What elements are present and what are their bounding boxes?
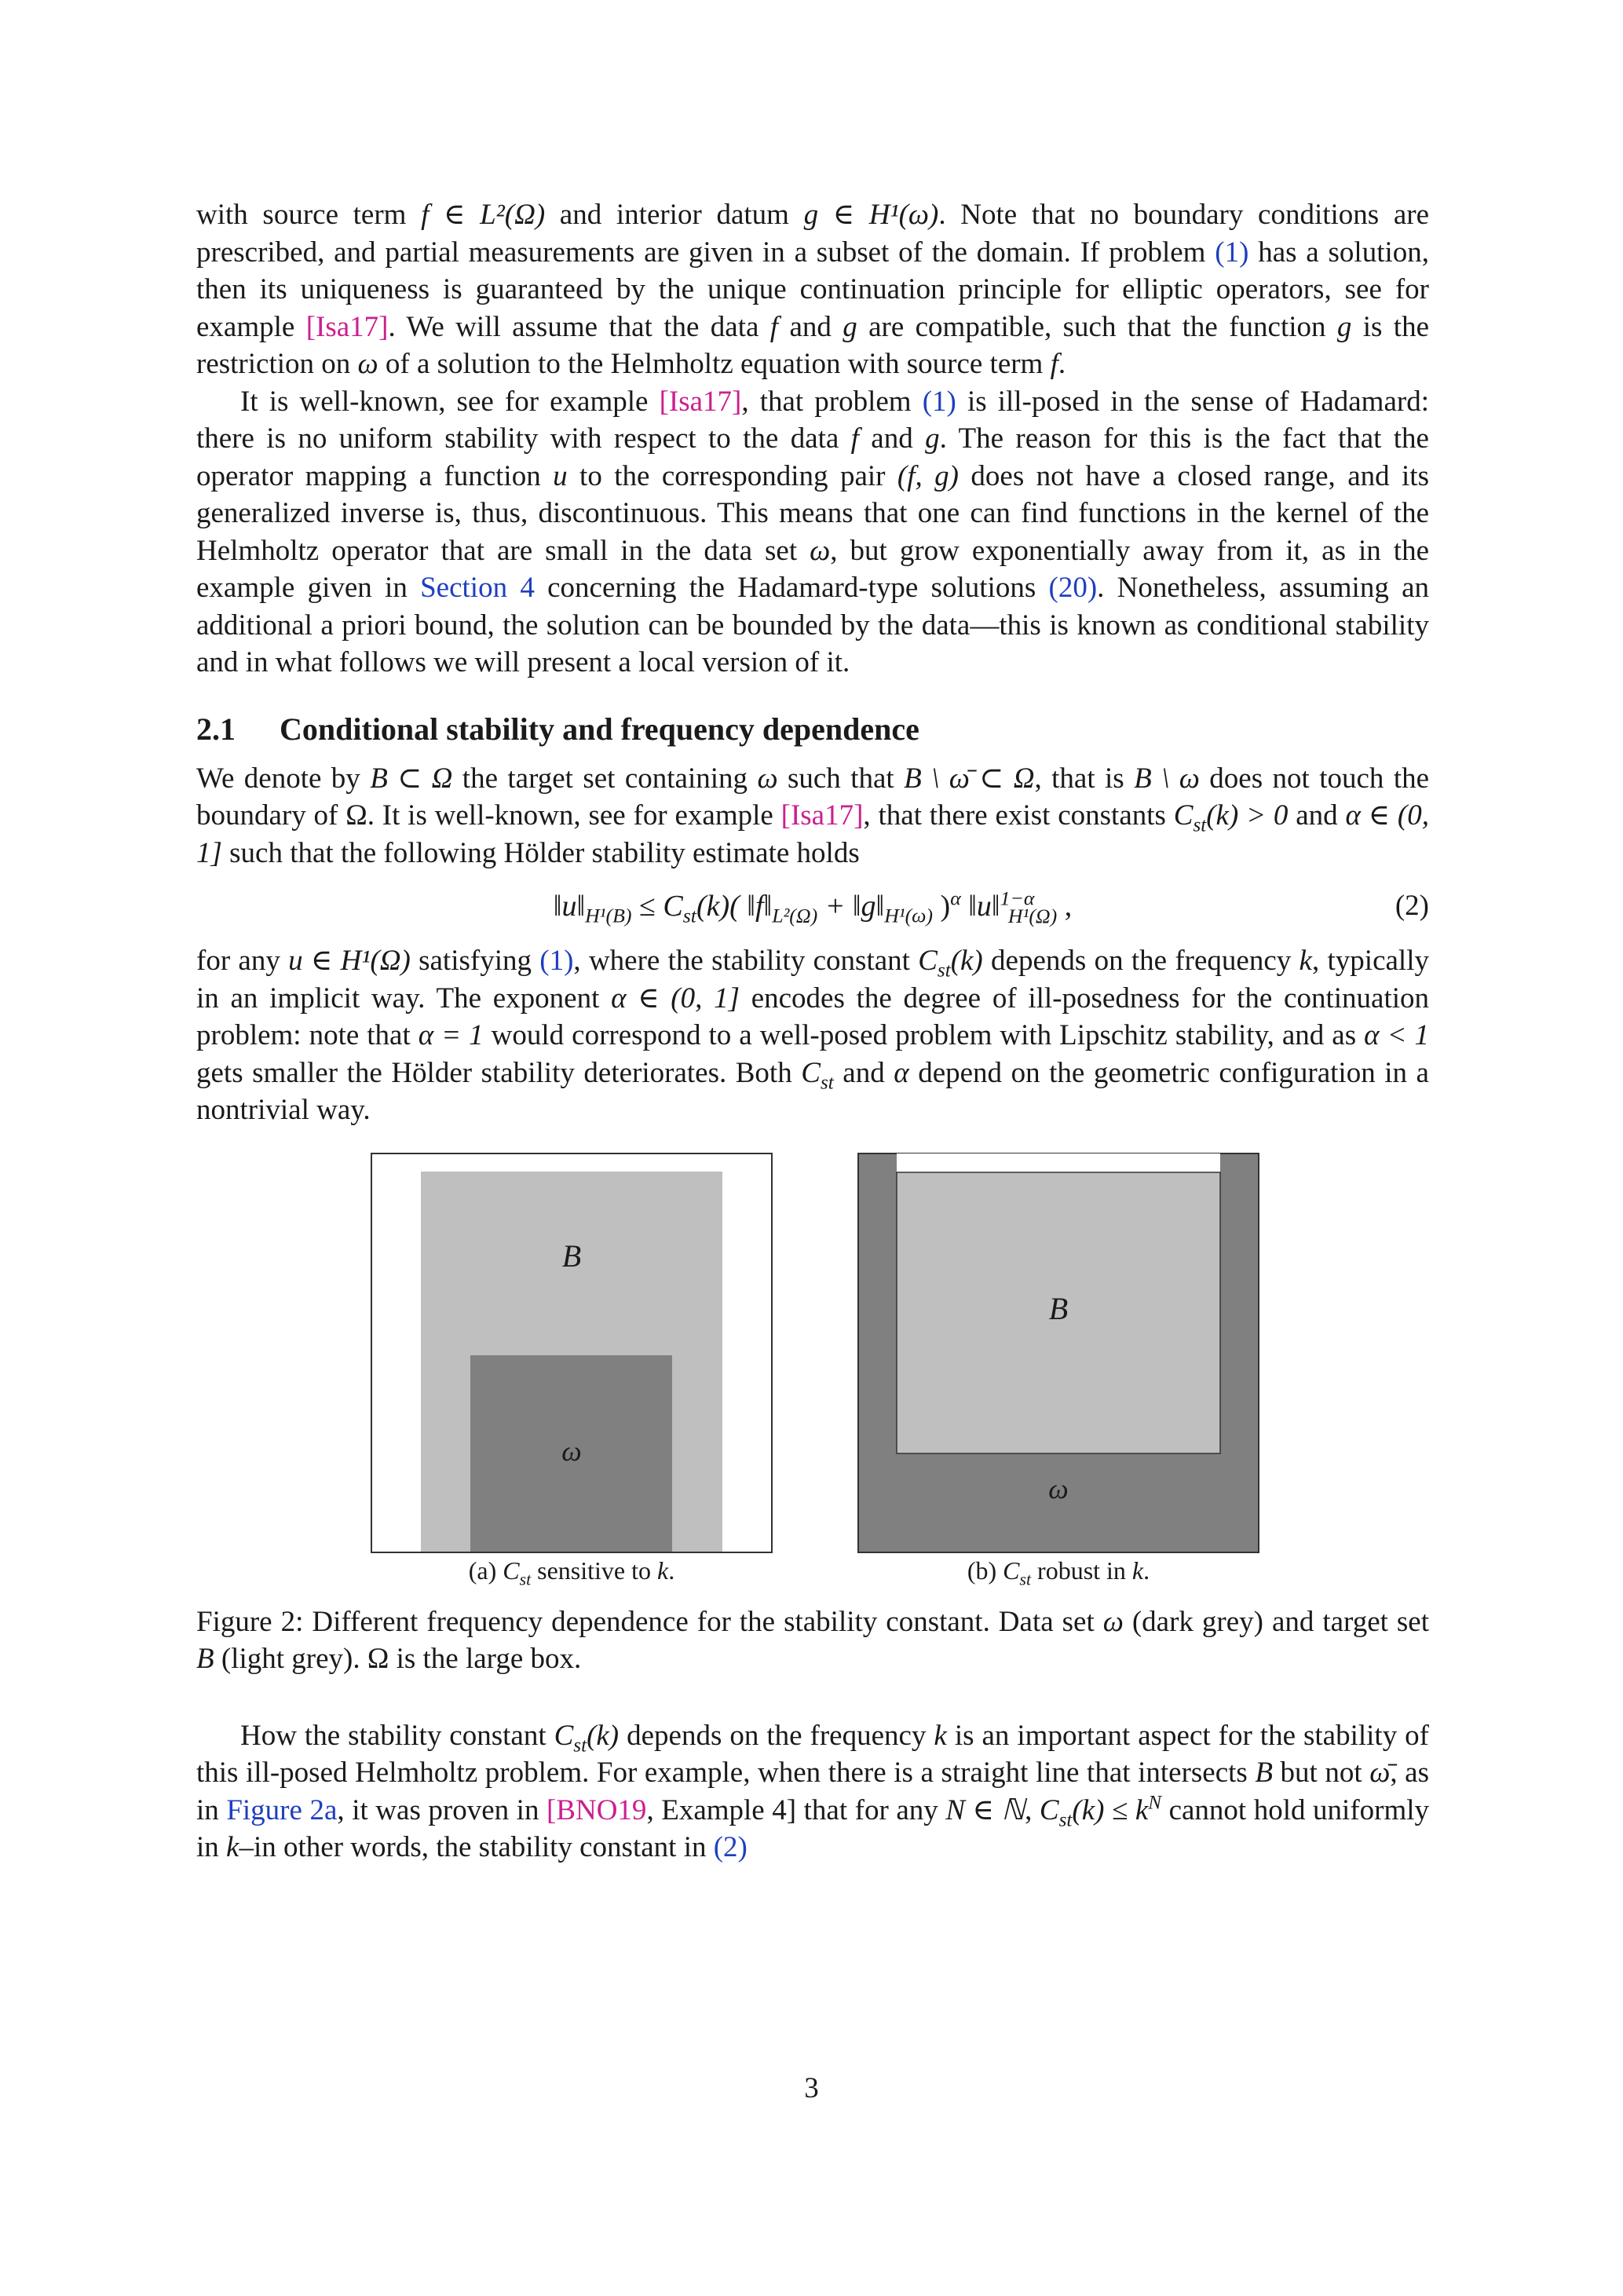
citation-isa17[interactable]: [Isa17] [305, 310, 389, 343]
equation-ref-1[interactable]: (1) [922, 385, 956, 418]
page-content [196, 196, 1429, 1866]
section-4-link[interactable]: Section 4 [420, 572, 535, 604]
label-omega: ω [561, 1435, 582, 1467]
label-B: B [561, 1238, 582, 1274]
equation-2 [196, 872, 1429, 942]
label-omega: ω [1048, 1472, 1069, 1504]
equation-ref-20[interactable]: (20) [1048, 572, 1098, 604]
equation-ref-1[interactable]: (1) [539, 945, 574, 977]
equation-body: $‖u‖_{H^1(B)} \le C_{st}(k)$( $‖f‖_{L^2(\Omega)}$ + $‖g‖_{H^1(\omega)}$ )$^\alpha$ ‖u‖$^{1-\alpha}_{H^1(\Omega)}$ , [553, 887, 1073, 927]
figure-2a-link[interactable]: Figure 2a [226, 1793, 338, 1826]
equation-number: (2) [1395, 890, 1429, 922]
paragraph-4: for any u ∈ H¹(Ω) satisfying (1), where the stability constant $C_{st}(k)$ depends on the frequency k, typically in an implicit way. The exponent α ∈ (0, 1] encodes the degree of ill-posedness for the continuation problem: note that α = 1 would correspond to a well-posed problem with Lipschitz stability, and as α < 1 gets smaller the Hölder stability deteriorates. Both $C_{st}$ and α depend on the geometric configuration in a nontrivial way. [196, 945, 1430, 1126]
subcaption-a: (a) $C_{st}$ sensitive to k. [468, 1556, 675, 1589]
figure-2 [196, 1129, 1429, 1589]
equation-ref-2[interactable]: (2) [713, 1831, 748, 1863]
figure-2a-svg [371, 1153, 773, 1553]
figure-2b-svg [857, 1153, 1259, 1553]
equation-ref-1[interactable]: (1) [1215, 236, 1249, 269]
citation-bno19[interactable]: [BNO19, Example 4] [546, 1793, 797, 1826]
paragraph-1: with source term f ∈ L²(Ω) and interior datum g ∈ H¹(ω). Note that no boundary conditions are prescribed, and partial measurements are given in a subset of the domain. If problem (1) has a solution, then its uniqueness is guaranteed by the unique continuation principle for elliptic operators, see for example [Isa17]. We will assume that the data f and g are compatible, such that the function g is the restriction on ω of a solution to the Helmholtz equation with source term f. [196, 199, 1430, 380]
label-B: B [1048, 1290, 1069, 1326]
paragraph-3: We denote by B ⊂ Ω the target set containing ω such that B \ ω̄ ⊂ Ω, that is B \ ω does not touch the boundary of Ω. It is well-known, see for example [Isa17], that there exist constants $C_{st}(k) > 0$ and α ∈ (0, 1] such that the following Hölder stability estimate holds [196, 762, 1430, 869]
figure-caption: Figure 2: Different frequency dependence for the stability constant. Data set ω (dark grey) and target set B (light grey). Ω is the large box. [196, 1605, 1429, 1675]
citation-isa17[interactable]: [Isa17] [659, 385, 742, 418]
section-title: Conditional stability and frequency dependence [280, 711, 919, 747]
paragraph-5: How the stability constant $C_{st}(k)$ depends on the frequency k is an important aspect for the stability of this ill-posed Helmholtz problem. For example, when there is a straight line that intersects B but not ω̄, as in Figure 2a, it was proven in [BNO19, Example 4] that for any N ∈ ℕ, $C_{st}(k) \le k^N$ cannot hold uniformly in k–in other words, the stability constant in (2) [196, 1719, 1430, 1863]
subcaption-b: (b) $C_{st}$ robust in k. [967, 1556, 1150, 1589]
paragraph-2: It is well-known, see for example [Isa17], that problem (1) is ill-posed in the sense of Hadamard: there is no uniform stability with respect to the data f and g. The reason for this is the fact that the operator mapping a function u to the corresponding pair (f, g) does not have a closed range, and its generalized inverse is, thus, discontinuous. This means that one can find functions in the kernel of the Helmholtz operator that are small in the data set ω, but grow exponentially away from it, as in the example given in Section 4 concerning the Hadamard-type solutions (20). Nonetheless, assuming an additional a priori bound, the solution can be bounded by the data—this is known as conditional stability and in what follows we will present a local version of it. [196, 385, 1430, 678]
figure-2a-diagram [371, 1153, 773, 1553]
citation-isa17[interactable]: [Isa17] [780, 799, 864, 832]
section-number: 2.1 [196, 711, 236, 747]
section-heading [196, 710, 1429, 749]
figure-2b-diagram [857, 1153, 1259, 1553]
page-number: 3 [804, 2072, 819, 2104]
top-gap [897, 1153, 1220, 1172]
